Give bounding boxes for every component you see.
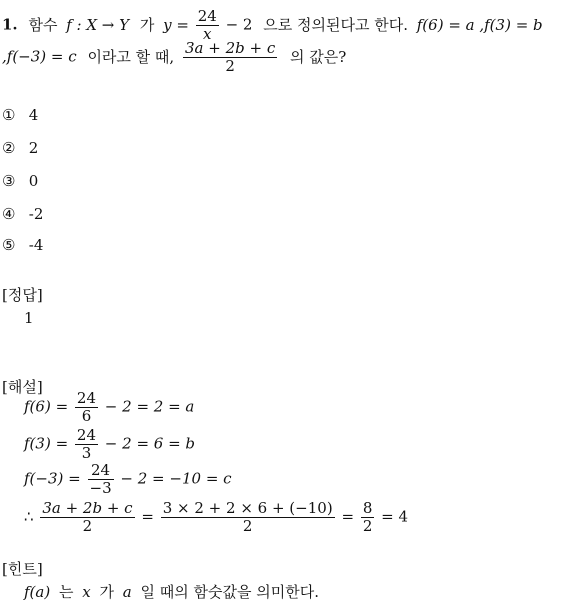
question-text: 으로 정의된다고 한다. — [263, 15, 408, 34]
choice-item[interactable] — [2, 236, 43, 254]
choice-item[interactable] — [2, 139, 38, 157]
math-expression: − 2 = 2 = a — [104, 397, 195, 416]
hint-word: 는 — [58, 583, 74, 601]
math-fraction — [40, 500, 134, 535]
hint-word: 일 때의 함숫값을 의미한다. — [140, 583, 319, 601]
math-expression: f(−3) = — [24, 469, 81, 488]
math-expression: f(3) = — [24, 434, 69, 453]
math-expression: f(a) — [24, 583, 51, 601]
math-variable: a — [122, 583, 132, 601]
fraction-numerator: 8 — [362, 499, 373, 517]
fraction-denominator: 2 — [362, 517, 373, 535]
math-fraction — [161, 500, 335, 535]
solution-step — [24, 462, 232, 497]
fraction-denominator: −3 — [89, 479, 112, 497]
choice-text: -2 — [28, 205, 44, 223]
math-expression: − 2 = 6 = b — [104, 434, 196, 453]
fraction-numerator: 3a + 2b + c — [184, 39, 276, 57]
question-text: 의 값은? — [290, 47, 347, 66]
choice-text: -4 — [28, 236, 44, 254]
math-expression: f(6) = — [24, 397, 69, 416]
question-number: 1. — [2, 15, 18, 34]
math-fraction — [183, 40, 277, 75]
fraction-denominator: 6 — [75, 407, 98, 425]
math-fraction — [75, 390, 98, 425]
math-fraction — [88, 462, 114, 497]
math-expression: ,f(−3) = c — [2, 47, 77, 66]
choice-item[interactable] — [2, 205, 43, 223]
therefore-symbol: ∴ — [24, 507, 34, 526]
question-text: 이라고 할 때, — [87, 47, 175, 66]
math-expression: = 4 — [381, 507, 409, 526]
fraction-denominator: x — [196, 25, 219, 43]
choice-marker: ③ — [2, 172, 16, 190]
math-fraction — [361, 500, 375, 535]
fraction-numerator: 24 — [91, 461, 111, 479]
fraction-denominator: 2 — [183, 57, 277, 75]
math-expression: y = — [163, 15, 189, 34]
fraction-numerator: 24 — [197, 7, 217, 25]
hint-heading: [힌트] — [2, 560, 43, 578]
math-expression: f(6) = a ,f(3) = b — [416, 15, 543, 34]
solution-step — [24, 390, 194, 425]
math-expression: − 2 = −10 = c — [120, 469, 232, 488]
choice-item[interactable] — [2, 172, 38, 190]
fraction-denominator: 2 — [40, 517, 134, 535]
choice-marker: ④ — [2, 205, 16, 223]
choice-text: 2 — [28, 139, 39, 157]
choice-item[interactable] — [2, 106, 38, 124]
solution-heading: [해설] — [2, 378, 43, 396]
math-function-notation: f : X → Y — [66, 15, 130, 34]
math-variable: x — [82, 583, 91, 601]
choice-text: 4 — [28, 106, 39, 124]
question-line-2 — [2, 40, 346, 75]
solution-step — [24, 427, 195, 462]
choice-marker: ① — [2, 106, 16, 124]
question-text: 가 — [139, 15, 155, 34]
math-fraction — [196, 8, 219, 43]
question-line-1 — [2, 8, 543, 43]
solution-step — [24, 500, 408, 535]
question-text: 함수 — [28, 15, 58, 34]
choice-text: 0 — [28, 172, 39, 190]
math-expression: − 2 — [225, 15, 253, 34]
answer-heading: [정답] — [2, 286, 43, 304]
choice-marker: ② — [2, 139, 16, 157]
hint-text — [24, 581, 319, 602]
equals-sign: = — [341, 507, 355, 526]
hint-word: 가 — [99, 583, 115, 601]
choice-marker: ⑤ — [2, 236, 16, 254]
answer-value: 1 — [24, 309, 34, 327]
math-fraction — [75, 427, 98, 462]
fraction-numerator: 3 × 2 + 2 × 6 + (−10) — [162, 499, 333, 517]
equals-sign: = — [141, 507, 154, 526]
fraction-numerator: 24 — [76, 389, 97, 407]
fraction-denominator: 2 — [161, 517, 335, 535]
fraction-numerator: 24 — [76, 426, 97, 444]
fraction-numerator: 3a + 2b + c — [42, 499, 133, 517]
fraction-denominator: 3 — [75, 444, 98, 462]
